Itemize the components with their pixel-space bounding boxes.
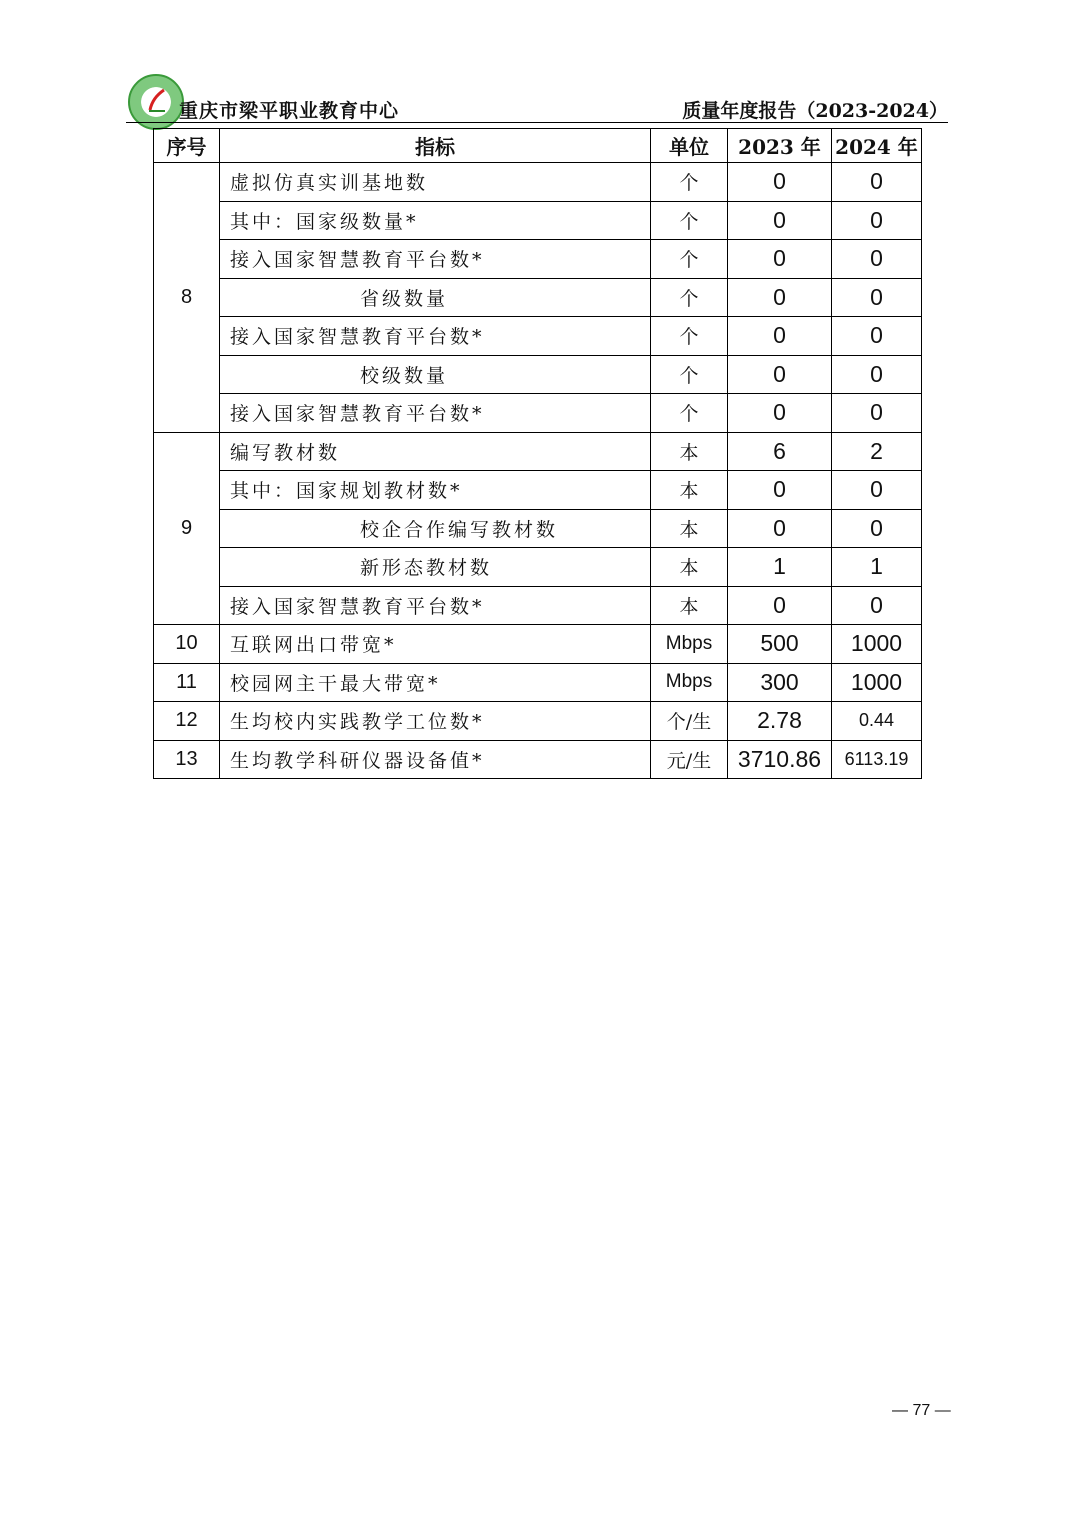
page-header: [126, 74, 948, 126]
unit-cell: 本: [651, 586, 728, 625]
indicator-cell: 互联网出口带宽*: [220, 625, 651, 664]
indicator-cell: 虚拟仿真实训基地数: [220, 163, 651, 202]
value-2023-cell: 1: [728, 548, 832, 587]
header-divider: [126, 122, 948, 123]
seq-cell: 11: [154, 663, 220, 702]
value-2024-cell: 2: [832, 432, 922, 471]
value-2023-cell: 500: [728, 625, 832, 664]
value-2024-cell: 6113.19: [832, 740, 922, 779]
page-number: — 77 —: [892, 1402, 951, 1419]
value-2023-cell: 2.78: [728, 702, 832, 741]
seq-cell: 13: [154, 740, 220, 779]
value-2023-cell: 0: [728, 394, 832, 433]
indicator-cell: 接入国家智慧教育平台数*: [220, 394, 651, 433]
value-2024-cell: 0: [832, 355, 922, 394]
table-header-row: [154, 129, 922, 163]
table-row: [154, 509, 922, 548]
table-row: [154, 163, 922, 202]
table-row: [154, 394, 922, 433]
value-2024-cell: 1000: [832, 625, 922, 664]
value-2023-cell: 3710.86: [728, 740, 832, 779]
table-row: [154, 740, 922, 779]
school-name: 重庆市梁平职业教育中心: [179, 100, 400, 122]
table-row: [154, 625, 922, 664]
unit-cell: Mbps: [651, 663, 728, 702]
table-row: [154, 355, 922, 394]
value-2024-cell: 0: [832, 201, 922, 240]
unit-cell: 个/生: [651, 702, 728, 741]
value-2024-cell: 0: [832, 317, 922, 356]
value-2023-cell: 0: [728, 355, 832, 394]
column-header: 2023 年: [728, 129, 832, 163]
indicator-cell: 生均教学科研仪器设备值*: [220, 740, 651, 779]
unit-cell: 本: [651, 432, 728, 471]
logo-emblem-icon: [146, 88, 168, 114]
value-2024-cell: 1000: [832, 663, 922, 702]
unit-cell: 个: [651, 394, 728, 433]
unit-cell: 个: [651, 355, 728, 394]
table-row: [154, 317, 922, 356]
value-2024-cell: 0: [832, 240, 922, 279]
value-2024-cell: 1: [832, 548, 922, 587]
unit-cell: 个: [651, 317, 728, 356]
report-title: 质量年度报告（2023-2024）: [682, 100, 948, 122]
indicator-table: [153, 128, 922, 779]
value-2023-cell: 0: [728, 317, 832, 356]
table-row: [154, 432, 922, 471]
value-2024-cell: 0: [832, 471, 922, 510]
value-2023-cell: 0: [728, 240, 832, 279]
indicator-cell: 新形态教材数: [220, 548, 651, 587]
seq-cell: 9: [154, 432, 220, 625]
indicator-cell: 校企合作编写教材数: [220, 509, 651, 548]
value-2024-cell: 0.44: [832, 702, 922, 741]
value-2023-cell: 6: [728, 432, 832, 471]
column-header: 序号: [154, 129, 220, 163]
table-row: [154, 702, 922, 741]
table-row: [154, 663, 922, 702]
table-row: [154, 548, 922, 587]
column-header: 单位: [651, 129, 728, 163]
indicator-cell: 接入国家智慧教育平台数*: [220, 317, 651, 356]
unit-cell: 本: [651, 509, 728, 548]
indicator-cell: 校园网主干最大带宽*: [220, 663, 651, 702]
value-2023-cell: 0: [728, 201, 832, 240]
unit-cell: 元/生: [651, 740, 728, 779]
indicator-cell: 接入国家智慧教育平台数*: [220, 240, 651, 279]
seq-cell: 8: [154, 163, 220, 433]
unit-cell: 个: [651, 278, 728, 317]
table-row: [154, 471, 922, 510]
value-2024-cell: 0: [832, 509, 922, 548]
value-2024-cell: 0: [832, 278, 922, 317]
value-2024-cell: 0: [832, 163, 922, 202]
indicator-cell: 其中：国家级数量*: [220, 201, 651, 240]
indicator-cell: 编写教材数: [220, 432, 651, 471]
indicator-cell: 生均校内实践教学工位数*: [220, 702, 651, 741]
unit-cell: 个: [651, 201, 728, 240]
value-2023-cell: 0: [728, 471, 832, 510]
unit-cell: Mbps: [651, 625, 728, 664]
seq-cell: 12: [154, 702, 220, 741]
indicator-cell: 接入国家智慧教育平台数*: [220, 586, 651, 625]
unit-cell: 个: [651, 163, 728, 202]
value-2023-cell: 0: [728, 509, 832, 548]
table-body: [154, 163, 922, 779]
indicator-cell: 其中：国家规划教材数*: [220, 471, 651, 510]
table-row: [154, 240, 922, 279]
value-2023-cell: 0: [728, 163, 832, 202]
indicator-cell: 省级数量: [220, 278, 651, 317]
unit-cell: 个: [651, 240, 728, 279]
value-2024-cell: 0: [832, 394, 922, 433]
column-header: 2024 年: [832, 129, 922, 163]
table-row: [154, 201, 922, 240]
value-2024-cell: 0: [832, 586, 922, 625]
value-2023-cell: 0: [728, 278, 832, 317]
value-2023-cell: 300: [728, 663, 832, 702]
column-header: 指标: [220, 129, 651, 163]
seq-cell: 10: [154, 625, 220, 664]
value-2023-cell: 0: [728, 586, 832, 625]
table-row: [154, 586, 922, 625]
unit-cell: 本: [651, 471, 728, 510]
indicator-cell: 校级数量: [220, 355, 651, 394]
unit-cell: 本: [651, 548, 728, 587]
table-row: [154, 278, 922, 317]
